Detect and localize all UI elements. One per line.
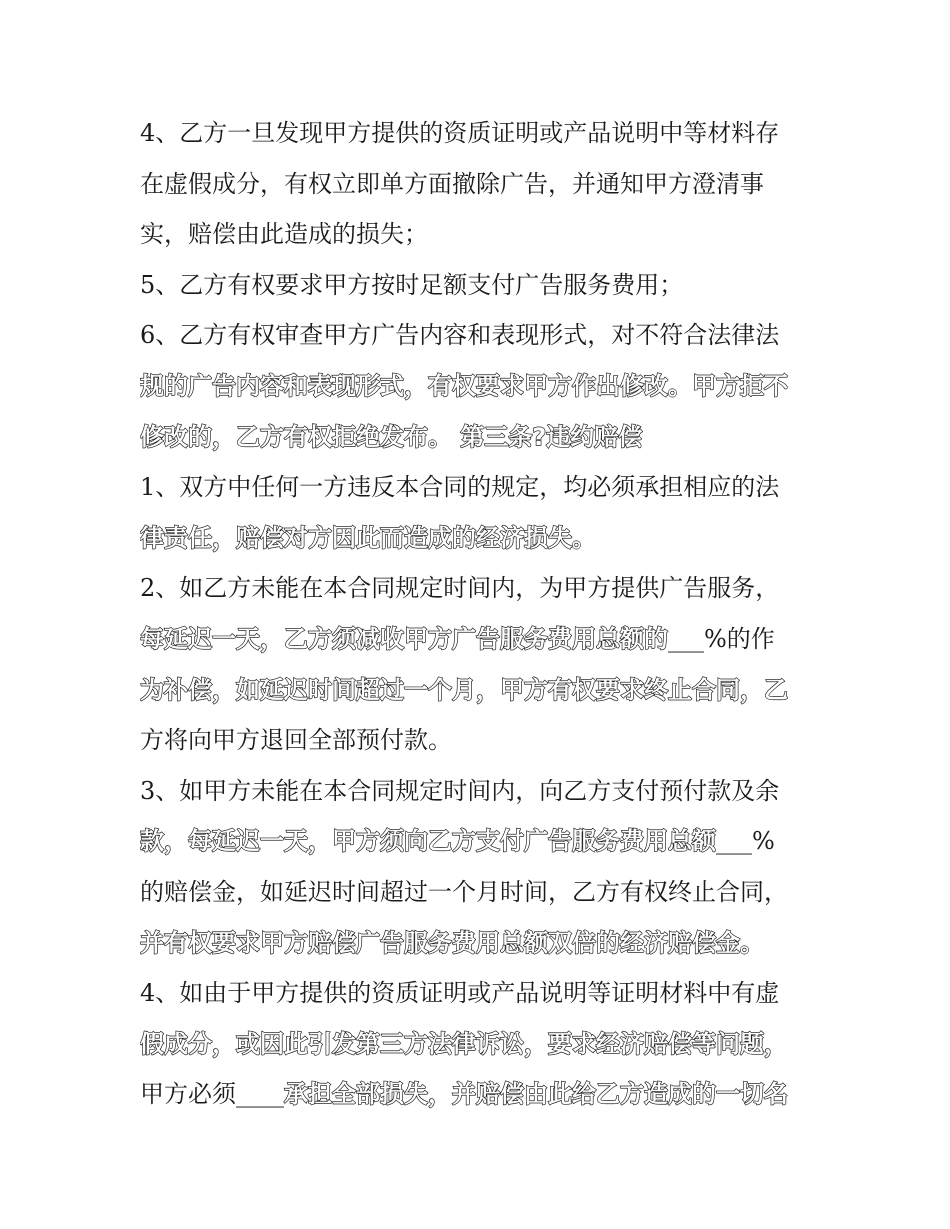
text-line [140, 1069, 820, 1120]
text-line [140, 867, 820, 918]
outlined-text-segment: 并有权要求甲方赔偿广告服务费用总额双倍的经济赔偿金。 [140, 928, 764, 957]
text-segment: 5、乙方有权要求甲方按时足额支付广告服务费用； [140, 270, 684, 299]
text-line [140, 412, 820, 463]
text-line [140, 462, 820, 513]
text-segment: 的赔偿金，如延迟时间超过一个月时间，乙方有权终止合同， [140, 877, 788, 906]
text-line [140, 159, 820, 210]
text-segment: 3、如甲方未能在本合同规定时间内，向乙方支付预付款及余 [140, 776, 780, 805]
text-line [140, 614, 820, 665]
text-line [140, 563, 820, 614]
text-segment: 在虚假成分，有权立即单方面撤除广告，并通知甲方澄清事 [140, 169, 764, 198]
text-segment: ___% [716, 827, 775, 856]
outlined-text-segment: 修改的，乙方有权拒绝发布。 第三条?违约赔偿 [140, 422, 643, 451]
text-line [140, 1019, 820, 1070]
text-line [140, 260, 820, 311]
text-line [140, 361, 820, 412]
text-segment: 6、乙方有权审查甲方广告内容和表现形式，对不符合法律法 [140, 321, 780, 350]
text-segment: 4、如由于甲方提供的资质证明或产品说明等证明材料中有虚 [140, 979, 780, 1008]
text-segment: 实，赔偿由此造成的损失； [140, 220, 428, 249]
text-line [140, 918, 820, 969]
outlined-text-segment: 每延迟一天，乙方须减收甲方广告服务费用总额的 [140, 624, 668, 653]
text-segment: ___%的作 [668, 624, 775, 653]
outlined-text-segment: 为补偿，如延迟时间超过一个月，甲方有权要求终止合同，乙 [140, 675, 788, 704]
text-segment: 方将向甲方退回全部预付款。 [140, 726, 452, 755]
text-segment: 2、如乙方未能在本合同规定时间内，为甲方提供广告服务， [140, 574, 780, 603]
text-segment: 甲方必须____ [140, 1080, 284, 1109]
text-segment: 4、乙方一旦发现甲方提供的资质证明或产品说明中等材料存 [140, 119, 780, 147]
text-line [140, 766, 820, 817]
outlined-text-segment: 假成分，或因此引发第三方法律诉讼，要求经济赔偿等问题， [140, 1029, 788, 1058]
text-line [140, 310, 820, 361]
text-line [140, 209, 820, 260]
text-line [140, 665, 820, 716]
outlined-text-segment: 款，每延迟一天，甲方须向乙方支付广告服务费用总额 [140, 827, 716, 856]
outlined-text-segment: 承担全部损失，并赔偿由此给乙方造成的一切名 [284, 1080, 788, 1109]
outlined-text-segment: 律责任，赔偿对方因此而造成的经济损失。 [140, 523, 596, 552]
text-line [140, 968, 820, 1019]
text-line [140, 513, 820, 564]
document-body [140, 108, 820, 1120]
text-line [140, 816, 820, 867]
outlined-text-segment: 规的广告内容和表现形式，有权要求甲方作出修改。甲方拒不 [140, 371, 788, 400]
text-line [140, 715, 820, 766]
text-segment: 1、双方中任何一方违反本合同的规定，均必须承担相应的法 [140, 473, 780, 502]
text-line [140, 108, 820, 159]
